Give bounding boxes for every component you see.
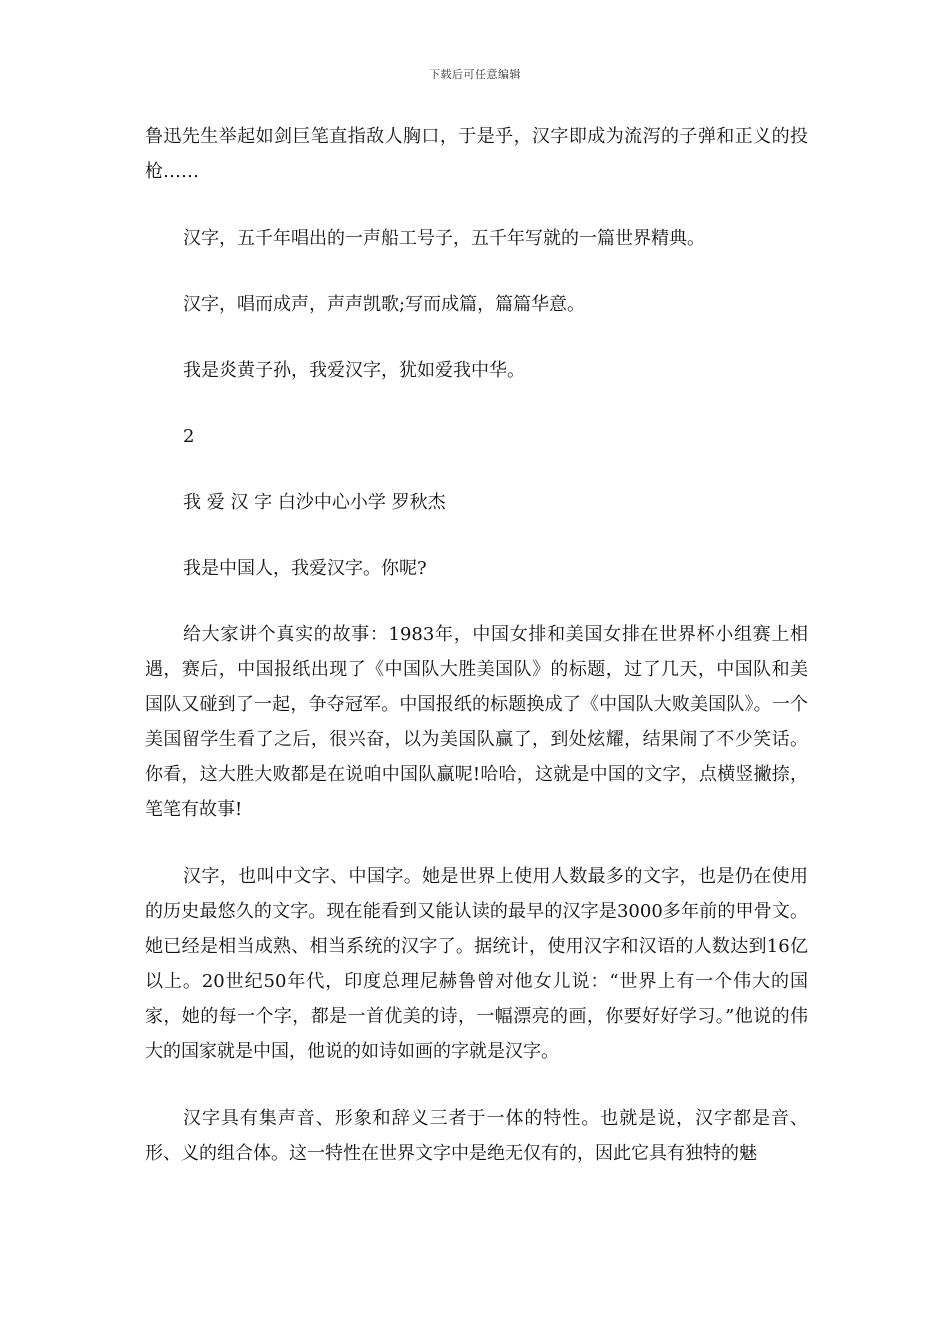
document-body [145, 119, 808, 1203]
paragraph: 我是中国人，我爱汉字。你呢? [183, 558, 427, 579]
paragraph: 给大家讲个真实的故事：1983年，中国女排和美国女排在世界杯小组赛上相遇，赛后，中国报纸出现了《中国队大胜美国队》的标题，过了几天，中国队和美国队又碰到了一起，争夺冠军。中国报纸的标题换成了《中国队大败美国队》。一个美国留学生看了之后，很兴奋，以为美国队赢了，到处炫耀，结果闹了不少笑话。你看，这大胜大败都是在说咱中国队赢呢!哈哈，这就是中国的文字，点横竖撇捺，笔笔有故事! [145, 624, 808, 820]
paragraph: 鲁迅先生举起如剑巨笔直指敌人胸口，于是乎，汉字即成为流泻的子弹和正义的投枪…… [145, 126, 808, 182]
paragraph: 汉字，也叫中文字、中国字。她是世界上使用人数最多的文字，也是仍在使用的历史最悠久的文字。现在能看到又能认读的最早的汉字是3000多年前的甲骨文。她已经是相当成熟、相当系统的汉字了。据统计，使用汉字和汉语的人数达到16亿以上。20世纪50年代，印度总理尼赫鲁曾对他女儿说：“世界上有一个伟大的国家，她的每一个字，都是一首优美的诗，一幅漂亮的画，你要好好学习。”他说的伟大的国家就是中国，他说的如诗如画的字就是汉字。 [145, 866, 808, 1062]
paragraph: 汉字具有集声音、形象和辞义三者于一体的特性。也就是说，汉字都是音、形、义的组合体。这一特性在世界文字中是绝无仅有的，因此它具有独特的魅 [145, 1108, 808, 1164]
section-number: 2 [183, 426, 195, 447]
paragraph: 汉字，唱而成声，声声凯歌;写而成篇，篇篇华意。 [183, 294, 586, 315]
section-title: 我 爱 汉 字 白沙中心小学 罗秋杰 [183, 492, 446, 513]
paragraph: 汉字，五千年唱出的一声船工号子，五千年写就的一篇世界精典。 [183, 228, 705, 249]
paragraph: 我是炎黄子孙，我爱汉字，犹如爱我中华。 [183, 360, 525, 381]
page-header: 下载后可任意编辑 [429, 68, 521, 81]
